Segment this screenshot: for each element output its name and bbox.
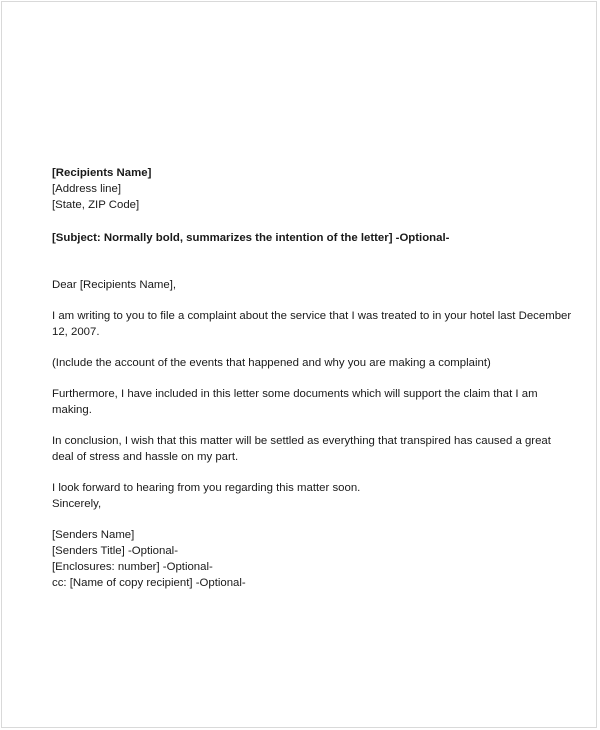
- closing-line: I look forward to hearing from you regarding this matter soon.: [52, 482, 361, 494]
- document-page: [1, 1, 597, 728]
- sender-name: [Senders Name]: [52, 529, 135, 541]
- recipient-state-zip: [State, ZIP Code]: [52, 199, 140, 211]
- salutation: Dear [Recipients Name],: [52, 279, 177, 291]
- paragraph-conclusion: In conclusion, I wish that this matter will be settled as everything that transpired has caused a great deal of stress and hassle on my part.: [52, 435, 551, 463]
- letter-body: [52, 165, 572, 591]
- paragraph-account: (Include the account of the events that happened and why you are making a complaint): [52, 357, 491, 369]
- paragraph-complaint: I am writing to you to file a complaint about the service that I was treated to in your hotel last December 12, 2007.: [52, 310, 572, 338]
- closing: Sincerely,: [52, 498, 102, 510]
- recipient-name: [Recipients Name]: [52, 167, 152, 179]
- subject-line: [Subject: Normally bold, summarizes the intention of the letter] -Optional-: [52, 232, 450, 244]
- recipient-address-line: [Address line]: [52, 183, 122, 195]
- enclosures: [Enclosures: number] -Optional-: [52, 561, 213, 573]
- cc-line: cc: [Name of copy recipient] -Optional-: [52, 577, 246, 589]
- paragraph-documents: Furthermore, I have included in this letter some documents which will support the claim that I am making.: [52, 388, 538, 416]
- sender-title: [Senders Title] -Optional-: [52, 545, 178, 557]
